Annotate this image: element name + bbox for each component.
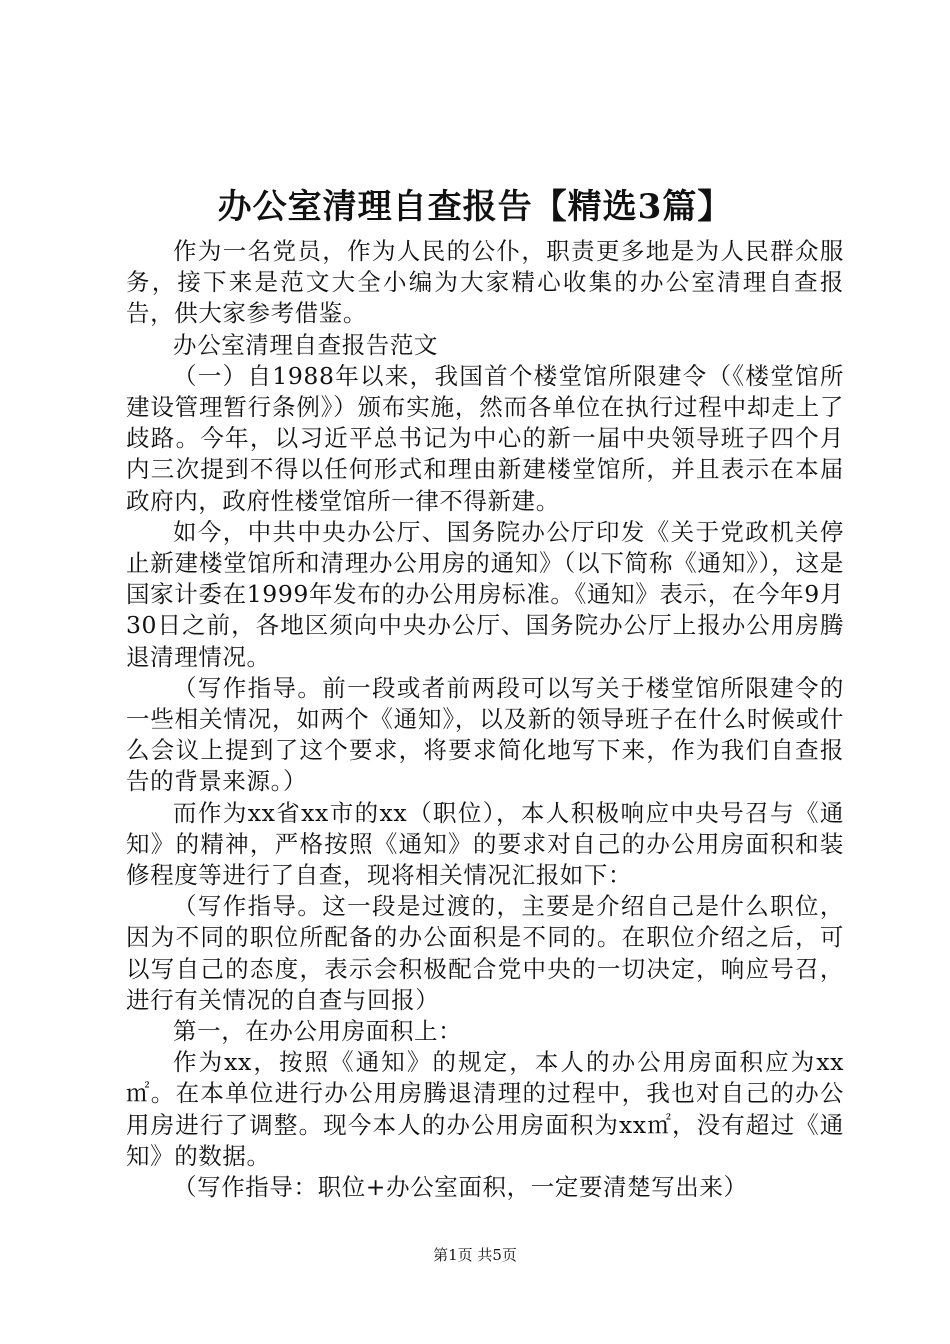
- page-number-footer: 第1页 共5页: [433, 1246, 517, 1264]
- paragraph-first-point: 第一，在办公用房面积上：: [173, 1017, 463, 1046]
- paragraph-writing-guide-1: （写作指导。前一段或者前两段可以写关于楼堂馆所限建令的一些相关情况，如两个《通知》，以及新的领导班子在什么时候或什么会议上提到了这个要求，将要求简化地写下来，作为我们自查报告的背景来源。）: [126, 673, 844, 796]
- document-body: [126, 236, 844, 1203]
- document-title: 办公室清理自查报告【精选3篇】: [217, 187, 733, 227]
- paragraph-notice: 如今，中共中央办公厅、国务院办公厅印发《关于党政机关停止新建楼堂馆所和清理办公用房的通知》（以下简称《通知》），这是国家计委在1999年发布的办公用房标准。《通知》表示，在今年9月30日之前，各地区须向中央办公厅、国务院办公厅上报办公用房腾退清理情况。: [126, 517, 844, 671]
- paragraph-office-area: 作为xx，按照《通知》的规定，本人的办公用房面积应为xx㎡。在本单位进行办公用房腾退清理的过程中，我也对自己的办公用房进行了调整。现今本人的办公用房面积为xx㎡，没有超过《通知》的数据。: [126, 1048, 844, 1170]
- paragraph-intro: 作为一名党员，作为人民的公仆，职责更多地是为人民群众服务，接下来是范文大全小编为大家精心收集的办公室清理自查报告，供大家参考借鉴。: [126, 237, 844, 328]
- paragraph-writing-guide-2: （写作指导。这一段是过渡的，主要是介绍自己是什么职位，因为不同的职位所配备的办公面积是不同的。在职位介绍之后，可以写自己的态度，表示会积极配合党中央的一切决定，响应号召，进行有关情况的自查与回报）: [126, 892, 844, 1014]
- paragraph-self-check: 而作为xx省xx市的xx（职位），本人积极响应中央号召与《通知》的精神，严格按照《通知》的要求对自己的办公用房面积和装修程度等进行了自查，现将相关情况汇报如下：: [126, 798, 844, 890]
- paragraph-background: （一）自1988年以来，我国首个楼堂馆所限建令（《楼堂馆所建设管理暂行条例》）颁布实施，然而各单位在执行过程中却走上了歧路。今年，以习近平总书记为中心的新一届中央领导班子四个月内三次提到不得以任何形式和理由新建楼堂馆所，并且表示在本届政府内，政府性楼堂馆所一律不得新建。: [126, 361, 844, 515]
- paragraph-writing-guide-3: （写作指导：职位+办公室面积，一定要清楚写出来）: [173, 1173, 748, 1202]
- paragraph-section-heading: 办公室清理自查报告范文: [173, 330, 439, 359]
